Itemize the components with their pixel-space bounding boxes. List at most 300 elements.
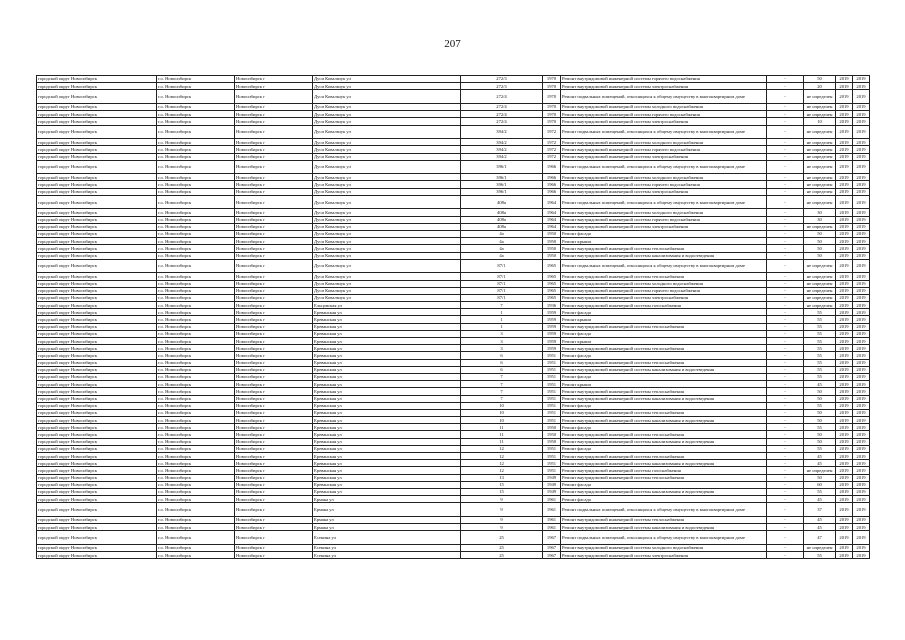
cell-settlement: г.о. Новосибирск xyxy=(157,181,235,188)
cell-build-year: 1966 xyxy=(543,174,561,181)
table-row xyxy=(37,125,870,139)
cell-year-to: 2019 xyxy=(853,488,870,495)
table-row xyxy=(37,195,870,209)
cell-municipality: городской округ Новосибирск xyxy=(37,273,157,280)
cell-build-year: 1951 xyxy=(543,460,561,467)
cell-build-year: 1936 xyxy=(543,302,561,309)
cell-street: Ереванская ул xyxy=(313,373,461,380)
cell-locality: Новосибирск г xyxy=(235,544,313,551)
cell-cost: 55 xyxy=(804,309,836,316)
cell-year-to: 2019 xyxy=(853,188,870,195)
table-row xyxy=(37,338,870,345)
cell-year-from: 2019 xyxy=(836,474,853,481)
cell-street: Дуси Ковальчук ул xyxy=(313,188,461,195)
cell-work-type: Ремонт внутридомовой инженерной системы теплоснабжения xyxy=(561,431,767,438)
cell-dash: - xyxy=(767,216,804,223)
cell-house: 25 xyxy=(461,544,543,551)
cell-year-to: 2019 xyxy=(853,481,870,488)
cell-cost: не определен xyxy=(804,302,836,309)
cell-municipality: городской округ Новосибирск xyxy=(37,323,157,330)
cell-house: 12 xyxy=(461,445,543,452)
cell-year-from: 2019 xyxy=(836,111,853,118)
cell-dash: - xyxy=(767,460,804,467)
cell-build-year: 1970 xyxy=(543,111,561,118)
cell-locality: Новосибирск г xyxy=(235,503,313,517)
cell-year-to: 2019 xyxy=(853,259,870,273)
cell-build-year: 1967 xyxy=(543,544,561,551)
cell-settlement: г.о. Новосибирск xyxy=(157,431,235,438)
table-row xyxy=(37,280,870,287)
cell-year-from: 2019 xyxy=(836,424,853,431)
cell-locality: Новосибирск г xyxy=(235,287,313,294)
cell-year-from: 2019 xyxy=(836,302,853,309)
cell-dash: - xyxy=(767,552,804,559)
cell-cost: не определен xyxy=(804,544,836,551)
cell-dash: - xyxy=(767,496,804,503)
cell-build-year: 1964 xyxy=(543,216,561,223)
cell-cost: не определен xyxy=(804,174,836,181)
cell-house: 396/1 xyxy=(461,181,543,188)
cell-work-type: Ремонт внутридомовой инженерной системы газоснабжения xyxy=(561,467,767,474)
cell-dash: - xyxy=(767,323,804,330)
cell-work-type: Ремонт внутридомовой инженерной системы электроснабжения xyxy=(561,223,767,230)
cell-build-year: 1951 xyxy=(543,381,561,388)
cell-build-year: 1965 xyxy=(543,294,561,301)
cell-settlement: г.о. Новосибирск xyxy=(157,474,235,481)
cell-dash: - xyxy=(767,209,804,216)
cell-locality: Новосибирск г xyxy=(235,245,313,252)
cell-house: 10 xyxy=(461,409,543,416)
cell-locality: Новосибирск г xyxy=(235,552,313,559)
cell-settlement: г.о. Новосибирск xyxy=(157,330,235,337)
cell-dash: - xyxy=(767,381,804,388)
cell-locality: Новосибирск г xyxy=(235,103,313,110)
table-row xyxy=(37,474,870,481)
cell-build-year: 1951 xyxy=(543,417,561,424)
cell-build-year: 1959 xyxy=(543,323,561,330)
cell-municipality: городской округ Новосибирск xyxy=(37,453,157,460)
cell-dash: - xyxy=(767,252,804,259)
cell-build-year: 1967 xyxy=(543,552,561,559)
table-row xyxy=(37,496,870,503)
cell-house: 12 xyxy=(461,467,543,474)
cell-year-to: 2019 xyxy=(853,118,870,125)
cell-work-type: Ремонт фасада xyxy=(561,402,767,409)
cell-locality: Новосибирск г xyxy=(235,395,313,402)
table-row xyxy=(37,345,870,352)
cell-year-from: 2019 xyxy=(836,309,853,316)
cell-municipality: городской округ Новосибирск xyxy=(37,395,157,402)
cell-build-year: 1951 xyxy=(543,352,561,359)
cell-work-type: Ремонт внутридомовой инженерной системы горячего водоснабжения xyxy=(561,76,767,83)
cell-cost: не определен xyxy=(804,259,836,273)
cell-settlement: г.о. Новосибирск xyxy=(157,195,235,209)
cell-locality: Новосибирск г xyxy=(235,216,313,223)
cell-year-to: 2019 xyxy=(853,139,870,146)
cell-locality: Новосибирск г xyxy=(235,181,313,188)
cell-settlement: г.о. Новосибирск xyxy=(157,388,235,395)
cell-street: Ереванская ул xyxy=(313,352,461,359)
cell-municipality: городской округ Новосибирск xyxy=(37,76,157,83)
cell-house: 4а xyxy=(461,252,543,259)
cell-year-from: 2019 xyxy=(836,402,853,409)
cell-year-to: 2019 xyxy=(853,402,870,409)
cell-municipality: городской округ Новосибирск xyxy=(37,445,157,452)
cell-build-year: 1965 xyxy=(543,259,561,273)
cell-year-from: 2019 xyxy=(836,417,853,424)
cell-work-type: Ремонт внутридомовой инженерной системы канализования и водоотведения xyxy=(561,395,767,402)
cell-dash: - xyxy=(767,467,804,474)
cell-year-to: 2019 xyxy=(853,316,870,323)
cell-dash: - xyxy=(767,146,804,153)
cell-dash: - xyxy=(767,409,804,416)
cell-street: Дуси Ковальчук ул xyxy=(313,174,461,181)
cell-house: 7 xyxy=(461,381,543,388)
cell-settlement: г.о. Новосибирск xyxy=(157,359,235,366)
cell-street: Ереванская ул xyxy=(313,409,461,416)
cell-year-to: 2019 xyxy=(853,338,870,345)
cell-settlement: г.о. Новосибирск xyxy=(157,402,235,409)
cell-build-year: 1970 xyxy=(543,103,561,110)
cell-work-type: Ремонт внутридомовой инженерной системы электроснабжения xyxy=(561,153,767,160)
cell-dash: - xyxy=(767,431,804,438)
cell-build-year: 1951 xyxy=(543,388,561,395)
cell-house: 4а xyxy=(461,231,543,238)
table-row xyxy=(37,209,870,216)
cell-cost: 55 xyxy=(804,352,836,359)
cell-cost: 50 xyxy=(804,76,836,83)
cell-year-from: 2019 xyxy=(836,90,853,104)
cell-year-from: 2019 xyxy=(836,323,853,330)
cell-cost: 55 xyxy=(804,373,836,380)
cell-year-from: 2019 xyxy=(836,503,853,517)
cell-street: Дуси Ковальчук ул xyxy=(313,252,461,259)
table-row xyxy=(37,395,870,402)
cell-work-type: Ремонт внутридомовой инженерной системы канализования и водоотведения xyxy=(561,438,767,445)
cell-house: 1 xyxy=(461,309,543,316)
cell-cost: 55 xyxy=(804,330,836,337)
cell-house: 4а xyxy=(461,238,543,245)
cell-work-type: Ремонт внутридомовой инженерной системы теплоснабжения xyxy=(561,359,767,366)
cell-settlement: г.о. Новосибирск xyxy=(157,438,235,445)
table-row xyxy=(37,174,870,181)
cell-street: Ереванская ул xyxy=(313,388,461,395)
cell-house: 9 xyxy=(461,503,543,517)
cell-work-type: Ремонт внутридомовой инженерной системы электроснабжения xyxy=(561,552,767,559)
cell-build-year: 1951 xyxy=(543,445,561,452)
cell-dash: - xyxy=(767,223,804,230)
cell-locality: Новосибирск г xyxy=(235,373,313,380)
cell-house: 3 xyxy=(461,345,543,352)
cell-work-type: Ремонт фасада xyxy=(561,496,767,503)
cell-year-to: 2019 xyxy=(853,153,870,160)
cell-settlement: г.о. Новосибирск xyxy=(157,309,235,316)
cell-locality: Новосибирск г xyxy=(235,302,313,309)
cell-street: Ереванская ул xyxy=(313,381,461,388)
cell-work-type: Ремонт подвальных помещений, относящихся к общему имуществу в многоквартирном доме xyxy=(561,531,767,545)
cell-build-year: 1965 xyxy=(543,280,561,287)
cell-locality: Новосибирск г xyxy=(235,309,313,316)
cell-build-year: 1964 xyxy=(543,195,561,209)
cell-work-type: Ремонт внутридомовой инженерной системы теплоснабжения xyxy=(561,388,767,395)
cell-year-to: 2019 xyxy=(853,302,870,309)
cell-house: 6 xyxy=(461,352,543,359)
cell-year-to: 2019 xyxy=(853,294,870,301)
cell-municipality: городской округ Новосибирск xyxy=(37,503,157,517)
cell-work-type: Ремонт внутридомовой инженерной системы канализования и водоотведения xyxy=(561,524,767,531)
cell-year-to: 2019 xyxy=(853,381,870,388)
table-row xyxy=(37,153,870,160)
cell-settlement: г.о. Новосибирск xyxy=(157,460,235,467)
cell-street: Дуси Ковальчук ул xyxy=(313,181,461,188)
cell-house: 87/1 xyxy=(461,294,543,301)
cell-year-from: 2019 xyxy=(836,460,853,467)
cell-settlement: г.о. Новосибирск xyxy=(157,146,235,153)
table-row xyxy=(37,111,870,118)
cell-settlement: г.о. Новосибирск xyxy=(157,316,235,323)
cell-street: Есенина ул xyxy=(313,552,461,559)
cell-street: Дуси Ковальчук ул xyxy=(313,280,461,287)
cell-locality: Новосибирск г xyxy=(235,195,313,209)
cell-work-type: Ремонт внутридомовой инженерной системы теплоснабжения xyxy=(561,453,767,460)
table-row xyxy=(37,216,870,223)
cell-build-year: 1961 xyxy=(543,524,561,531)
cell-house: 11 xyxy=(461,431,543,438)
cell-year-to: 2019 xyxy=(853,496,870,503)
cell-settlement: г.о. Новосибирск xyxy=(157,103,235,110)
cell-house: 7 xyxy=(461,388,543,395)
cell-locality: Новосибирск г xyxy=(235,118,313,125)
cell-house: 394/2 xyxy=(461,125,543,139)
cell-build-year: 1951 xyxy=(543,409,561,416)
cell-cost: не определен xyxy=(804,103,836,110)
cell-dash: - xyxy=(767,259,804,273)
cell-year-from: 2019 xyxy=(836,287,853,294)
cell-work-type: Ремонт внутридомовой инженерной системы электроснабжения xyxy=(561,188,767,195)
cell-settlement: г.о. Новосибирск xyxy=(157,259,235,273)
cell-work-type: Ремонт внутридомовой инженерной системы горячего водоснабжения xyxy=(561,111,767,118)
cell-locality: Новосибирск г xyxy=(235,146,313,153)
cell-dash: - xyxy=(767,280,804,287)
cell-street: Дуси Ковальчук ул xyxy=(313,118,461,125)
cell-work-type: Ремонт внутридомовой инженерной системы теплоснабжения xyxy=(561,245,767,252)
cell-work-type: Ремонт внутридомовой инженерной системы холодного водоснабжения xyxy=(561,174,767,181)
cell-year-from: 2019 xyxy=(836,188,853,195)
cell-street: Ереванская ул xyxy=(313,316,461,323)
cell-work-type: Ремонт внутридомовой инженерной системы холодного водоснабжения xyxy=(561,139,767,146)
cell-dash: - xyxy=(767,238,804,245)
cell-year-from: 2019 xyxy=(836,366,853,373)
cell-house: 394/2 xyxy=(461,139,543,146)
cell-work-type: Ремонт подвальных помещений, относящихся к общему имуществу в многоквартирном доме xyxy=(561,160,767,174)
table-row xyxy=(37,83,870,90)
cell-year-to: 2019 xyxy=(853,280,870,287)
cell-year-from: 2019 xyxy=(836,496,853,503)
cell-street: Дуси Ковальчук ул xyxy=(313,245,461,252)
cell-work-type: Ремонт фасада xyxy=(561,330,767,337)
cell-build-year: 1959 xyxy=(543,345,561,352)
cell-settlement: г.о. Новосибирск xyxy=(157,373,235,380)
cell-dash: - xyxy=(767,488,804,495)
cell-municipality: городской округ Новосибирск xyxy=(37,524,157,531)
cell-cost: не определен xyxy=(804,139,836,146)
cell-dash: - xyxy=(767,103,804,110)
cell-dash: - xyxy=(767,474,804,481)
cell-street: Ереванская ул xyxy=(313,309,461,316)
cell-year-to: 2019 xyxy=(853,431,870,438)
cell-cost: 55 xyxy=(804,345,836,352)
cell-year-from: 2019 xyxy=(836,231,853,238)
table-row xyxy=(37,366,870,373)
cell-municipality: городской округ Новосибирск xyxy=(37,302,157,309)
cell-street: Дуси Ковальчук ул xyxy=(313,287,461,294)
cell-dash: - xyxy=(767,516,804,523)
cell-build-year: 1951 xyxy=(543,453,561,460)
cell-build-year: 1951 xyxy=(543,467,561,474)
cell-house: 1 xyxy=(461,323,543,330)
cell-cost: 47 xyxy=(804,531,836,545)
cell-work-type: Ремонт внутридомовой инженерной системы теплоснабжения xyxy=(561,323,767,330)
cell-year-to: 2019 xyxy=(853,195,870,209)
cell-build-year: 1950 xyxy=(543,231,561,238)
cell-year-to: 2019 xyxy=(853,146,870,153)
cell-house: 408а xyxy=(461,223,543,230)
cell-locality: Новосибирск г xyxy=(235,409,313,416)
cell-cost: не определен xyxy=(804,188,836,195)
cell-dash: - xyxy=(767,118,804,125)
cell-municipality: городской округ Новосибирск xyxy=(37,125,157,139)
cell-locality: Новосибирск г xyxy=(235,294,313,301)
cell-house: 408а xyxy=(461,216,543,223)
table-row xyxy=(37,488,870,495)
cell-cost: 50 xyxy=(804,409,836,416)
cell-locality: Новосибирск г xyxy=(235,280,313,287)
cell-cost: 50 xyxy=(804,431,836,438)
cell-cost: 50 xyxy=(804,231,836,238)
cell-year-from: 2019 xyxy=(836,103,853,110)
cell-street: Ереванская ул xyxy=(313,402,461,409)
cell-cost: 50 xyxy=(804,252,836,259)
cell-house: 13 xyxy=(461,474,543,481)
table-row xyxy=(37,516,870,523)
cell-municipality: городской округ Новосибирск xyxy=(37,338,157,345)
cell-municipality: городской округ Новосибирск xyxy=(37,359,157,366)
cell-locality: Новосибирск г xyxy=(235,338,313,345)
table-row xyxy=(37,359,870,366)
cell-house: 7 xyxy=(461,302,543,309)
cell-cost: 45 xyxy=(804,460,836,467)
cell-cost: 45 xyxy=(804,524,836,531)
cell-house: 6 xyxy=(461,366,543,373)
cell-year-from: 2019 xyxy=(836,359,853,366)
cell-house: 272/4 xyxy=(461,111,543,118)
page-number: 207 xyxy=(444,38,461,50)
cell-work-type: Ремонт внутридомовой инженерной системы теплоснабжения xyxy=(561,409,767,416)
cell-build-year: 1967 xyxy=(543,531,561,545)
cell-settlement: г.о. Новосибирск xyxy=(157,366,235,373)
cell-year-from: 2019 xyxy=(836,352,853,359)
cell-year-from: 2019 xyxy=(836,330,853,337)
cell-municipality: городской округ Новосибирск xyxy=(37,216,157,223)
cell-year-from: 2019 xyxy=(836,118,853,125)
cell-street: Дуси Ковальчук ул xyxy=(313,294,461,301)
cell-street: Дуси Ковальчук ул xyxy=(313,111,461,118)
cell-work-type: Ремонт фасада xyxy=(561,445,767,452)
table-row xyxy=(37,316,870,323)
cell-dash: - xyxy=(767,531,804,545)
cell-work-type: Ремонт крыши xyxy=(561,316,767,323)
cell-dash: - xyxy=(767,366,804,373)
cell-dash: - xyxy=(767,330,804,337)
cell-year-to: 2019 xyxy=(853,83,870,90)
cell-municipality: городской округ Новосибирск xyxy=(37,174,157,181)
cell-house: 1 xyxy=(461,316,543,323)
cell-locality: Новосибирск г xyxy=(235,445,313,452)
cell-locality: Новосибирск г xyxy=(235,209,313,216)
cell-year-to: 2019 xyxy=(853,90,870,104)
cell-cost: 50 xyxy=(804,438,836,445)
cell-cost: 55 xyxy=(804,402,836,409)
table-row xyxy=(37,431,870,438)
cell-year-from: 2019 xyxy=(836,273,853,280)
cell-municipality: городской округ Новосибирск xyxy=(37,238,157,245)
cell-year-to: 2019 xyxy=(853,417,870,424)
cell-build-year: 1950 xyxy=(543,438,561,445)
cell-street: Дуси Ковальчук ул xyxy=(313,160,461,174)
cell-year-to: 2019 xyxy=(853,516,870,523)
cell-cost: 55 xyxy=(804,359,836,366)
cell-build-year: 1950 xyxy=(543,245,561,252)
cell-locality: Новосибирск г xyxy=(235,352,313,359)
table-row xyxy=(37,402,870,409)
cell-house: 3 xyxy=(461,338,543,345)
cell-build-year: 1966 xyxy=(543,188,561,195)
table-row xyxy=(37,273,870,280)
cell-cost: не определен xyxy=(804,153,836,160)
cell-build-year: 1972 xyxy=(543,139,561,146)
cell-work-type: Ремонт подвальных помещений, относящихся к общему имуществу в многоквартирном доме xyxy=(561,195,767,209)
cell-municipality: городской округ Новосибирск xyxy=(37,531,157,545)
cell-municipality: городской округ Новосибирск xyxy=(37,544,157,551)
table-row xyxy=(37,544,870,551)
cell-street: Ереванская ул xyxy=(313,366,461,373)
cell-work-type: Ремонт крыши xyxy=(561,381,767,388)
cell-house: 87/1 xyxy=(461,259,543,273)
cell-build-year: 1949 xyxy=(543,481,561,488)
cell-house: 87/1 xyxy=(461,280,543,287)
cell-year-from: 2019 xyxy=(836,395,853,402)
repair-register-table xyxy=(36,75,870,559)
cell-year-from: 2019 xyxy=(836,388,853,395)
cell-build-year: 1970 xyxy=(543,118,561,125)
cell-year-to: 2019 xyxy=(853,216,870,223)
cell-street: Дуси Ковальчук ул xyxy=(313,238,461,245)
cell-build-year: 1959 xyxy=(543,316,561,323)
cell-dash: - xyxy=(767,316,804,323)
cell-build-year: 1970 xyxy=(543,76,561,83)
table-row xyxy=(37,118,870,125)
cell-house: 9 xyxy=(461,524,543,531)
cell-cost: не определен xyxy=(804,195,836,209)
cell-street: Ереванская ул xyxy=(313,488,461,495)
cell-cost: не определен xyxy=(804,467,836,474)
cell-house: 87/1 xyxy=(461,273,543,280)
cell-year-from: 2019 xyxy=(836,431,853,438)
cell-street: Ереванская ул xyxy=(313,445,461,452)
table-row xyxy=(37,223,870,230)
cell-build-year: 1972 xyxy=(543,153,561,160)
cell-year-to: 2019 xyxy=(853,552,870,559)
